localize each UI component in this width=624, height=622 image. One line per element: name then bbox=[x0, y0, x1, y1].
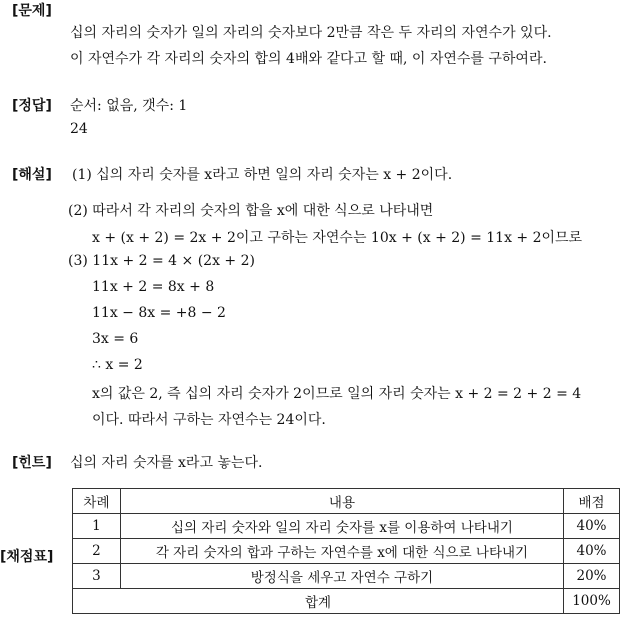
grading-table bbox=[72, 488, 620, 614]
solution-line: (1) 십의 자리 숫자를 x라고 하면 일의 자리 숫자는 x + 2이다. bbox=[72, 167, 453, 183]
problem-line-1: 십의 자리의 숫자가 일의 자리의 숫자보다 2만큼 작은 두 자리의 자연수가 있다. bbox=[70, 25, 552, 41]
solution-line: (3) 11x + 2 = 4 × (2x + 2) bbox=[68, 253, 255, 269]
grading-label: [채점표] bbox=[0, 549, 54, 565]
solution-label: [해설] bbox=[12, 167, 52, 183]
total-label: 합계 bbox=[73, 589, 564, 614]
solution-line: 이다. 따라서 구하는 자연수는 24이다. bbox=[92, 412, 326, 428]
solution-line: (2) 따라서 각 자리의 숫자의 합을 x에 대한 식으로 나타내면 bbox=[68, 203, 434, 219]
row-score: 40% bbox=[564, 539, 620, 564]
total-row bbox=[73, 589, 620, 614]
header-content: 내용 bbox=[120, 489, 563, 514]
solution-line: x + (x + 2) = 2x + 2이고 구하는 자연수는 10x + (x + 2) = 11x + 2이므로 bbox=[92, 230, 583, 246]
table-row bbox=[73, 539, 620, 564]
problem-line-2: 이 자연수가 각 자리의 숫자의 합의 4배와 같다고 할 때, 이 자연수를 구하여라. bbox=[70, 51, 547, 67]
problem-label: [문제] bbox=[12, 3, 52, 19]
solution-line: x의 값은 2, 즉 십의 자리 숫자가 2이므로 일의 자리 숫자는 x + 2 = 2 + 2 = 4 bbox=[92, 386, 582, 402]
solution-line: 11x − 8x = +8 − 2 bbox=[92, 305, 226, 321]
header-order: 차례 bbox=[73, 489, 121, 514]
solution-line: ∴ x = 2 bbox=[92, 357, 143, 373]
header-score: 배점 bbox=[564, 489, 620, 514]
answer-label: [정답] bbox=[12, 98, 52, 114]
table-row bbox=[73, 564, 620, 589]
answer-value: 24 bbox=[70, 121, 88, 137]
solution-line: 11x + 2 = 8x + 8 bbox=[92, 279, 215, 295]
solution-line: 3x = 6 bbox=[92, 331, 139, 347]
row-score: 40% bbox=[564, 514, 620, 539]
row-order: 1 bbox=[73, 514, 121, 539]
table-row bbox=[73, 514, 620, 539]
hint-label: [힌트] bbox=[12, 455, 52, 471]
grading-header-row bbox=[73, 489, 620, 514]
total-score: 100% bbox=[564, 589, 620, 614]
row-order: 3 bbox=[73, 564, 121, 589]
row-score: 20% bbox=[564, 564, 620, 589]
row-content: 방정식을 세우고 자연수 구하기 bbox=[120, 564, 563, 589]
hint-text: 십의 자리 숫자를 x라고 놓는다. bbox=[70, 455, 263, 471]
row-content: 각 자리 숫자의 합과 구하는 자연수를 x에 대한 식으로 나타내기 bbox=[120, 539, 563, 564]
row-content: 십의 자리 숫자와 일의 자리 숫자를 x를 이용하여 나타내기 bbox=[120, 514, 563, 539]
answer-meta: 순서: 없음, 갯수: 1 bbox=[70, 98, 188, 114]
row-order: 2 bbox=[73, 539, 121, 564]
